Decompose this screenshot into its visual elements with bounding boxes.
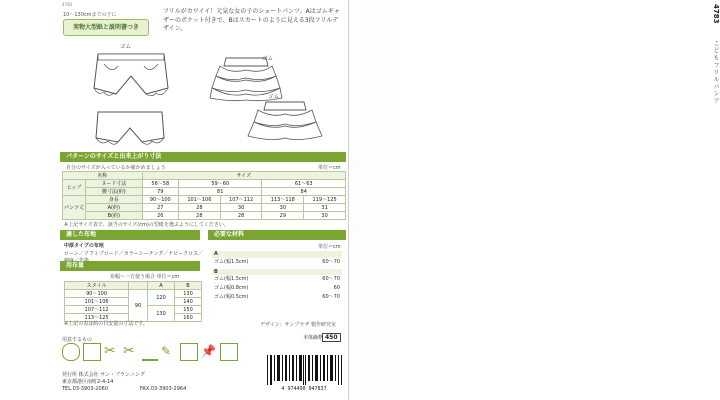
pincushion-icon <box>62 343 80 361</box>
size-cell: 28 <box>179 204 221 212</box>
size-cell: 79 <box>142 188 178 196</box>
company-name: 発行所 株式会社 サン・ブランニング <box>62 372 145 378</box>
size-cell: ヌード寸法 <box>86 180 143 188</box>
yardage-head: A <box>148 282 175 290</box>
size-cell: 59～60 <box>179 180 262 188</box>
yardage-cell: 130 <box>175 290 202 298</box>
tools-label: 用意するもの <box>62 337 93 343</box>
shorts-a-back-illustration <box>90 108 170 150</box>
size-cell: 101～106 <box>179 196 221 204</box>
instructions-ribbon: 実物大型紙と説明書つき <box>63 19 149 36</box>
sku-code: 4783 <box>62 2 73 7</box>
size-cell: 30 <box>220 204 262 212</box>
size-table <box>62 171 346 220</box>
size-cell: 113～118 <box>262 196 304 204</box>
size-cell: 56～58 <box>142 180 178 188</box>
gom-label-b: ゴム <box>262 56 274 62</box>
yardage-width: 90 <box>129 290 148 322</box>
price-label: 本体価格 <box>303 335 324 341</box>
side-spine <box>349 0 720 400</box>
yardage-cell: 101～106 <box>65 298 129 306</box>
size-cell: 30 <box>304 212 346 220</box>
intro-text: フリルがカワイイ！元気な女の子のショートパンツ。Aはゴムギャザーのポケット付きで、Bはスカートのように見える3段フリルデザイン。 <box>163 8 340 33</box>
fabric-label: 中厚タイプの布地 <box>64 243 104 249</box>
size-cell: 31 <box>304 204 346 212</box>
size-cell: 28 <box>220 212 262 220</box>
tools-row <box>62 343 258 367</box>
size-cell: 28 <box>179 212 221 220</box>
spine-subtitle: フリルパンツ <box>712 62 719 104</box>
section-fabric-header: 適した布地 <box>60 230 200 240</box>
size-cell: 81 <box>179 188 262 196</box>
size-cell: 61～63 <box>262 180 346 188</box>
section-notions-header: 必要な材料 <box>208 230 346 240</box>
size-cell: 107～112 <box>220 196 262 204</box>
size-cell: パンツ丈 <box>63 196 86 220</box>
yardage-head: B <box>175 282 202 290</box>
size-note: 自分のサイズが入っているか確かめましょう <box>66 165 166 171</box>
notions-a-label: A <box>212 251 342 258</box>
size-cell: 身長 <box>86 196 143 204</box>
shorts-a-front-illustration <box>88 48 174 100</box>
frill-b-back-illustration <box>242 98 328 144</box>
size-cell: 30 <box>262 204 304 212</box>
gom-label-b2: ゴム <box>268 94 280 100</box>
yardage-unit: 布幅～一方使う場合 単位＝cm <box>110 274 180 280</box>
yardage-cell: 160 <box>175 314 202 322</box>
scissors-icon: ✂ <box>123 343 135 359</box>
spine-number: 4783 <box>712 4 720 24</box>
notions-b-label: B <box>212 269 342 276</box>
banner-text: 10～130cmまでの子に <box>63 12 117 18</box>
notion-row: ゴム(幅1.5cm) 60～70 <box>214 276 340 283</box>
price: 450 <box>322 333 341 342</box>
notion-row: ゴム(幅0.5cm) 60～70 <box>214 293 340 300</box>
size-cell: 腰寸法(約) <box>86 188 143 196</box>
yardage-cell: 150 <box>175 306 202 314</box>
size-cell: 90～100 <box>142 196 178 204</box>
scissors-icon: ✂ <box>104 343 116 359</box>
notion-row: ゴム(幅1.5cm) 60～70 <box>214 258 340 265</box>
size-cell: 26 <box>142 212 178 220</box>
size-head-size: サイズ <box>142 172 345 180</box>
notions-unit: 単位＝cm <box>318 244 341 250</box>
thread-icon <box>83 343 101 361</box>
tape-icon <box>180 343 198 361</box>
section-yardage-header: 用布量 <box>60 261 200 271</box>
iron-icon <box>220 343 238 361</box>
size-footer: ※上記サイズ表で、該当のサイズ(cm)の型紙を選ぶようにしてください。 <box>64 222 229 228</box>
size-cell: A(約) <box>86 204 143 212</box>
fabric-list: ローン／ソフトブロード／カラーシーチング／ナビークロス／ <box>64 251 204 257</box>
notion-row: ゴム(幅0.8cm) 60 <box>214 285 340 291</box>
size-cell: 29 <box>262 212 304 220</box>
size-cell: 84 <box>262 188 346 196</box>
gom-label-a: ゴム <box>120 44 132 50</box>
notions-list <box>212 251 342 302</box>
yardage-table <box>64 281 202 322</box>
tel: TEL.03-3903-2060 <box>62 386 109 392</box>
yardage-head: スタイル <box>65 282 129 290</box>
address: 東京都港区南町2-4-14 <box>62 379 114 385</box>
size-head-name: 名称 <box>63 172 143 180</box>
size-cell: 119～125 <box>304 196 346 204</box>
yardage-cell: 90～100 <box>65 290 129 298</box>
yardage-note: ※上記の表は約の目安量の寸法です。 <box>64 321 148 327</box>
barcode-number: 4 974490 047837 <box>281 386 327 392</box>
fax: FAX.03-3903-2964 <box>140 386 187 392</box>
section-size-header: パターンのサイズと出来上がり寸法 <box>60 152 346 162</box>
chalk-icon: ✎ <box>161 344 172 358</box>
yardage-head <box>129 282 148 290</box>
barcode-icon <box>265 355 343 385</box>
yardage-cell: 130 <box>148 306 175 322</box>
size-unit: 単位＝cm <box>318 165 341 171</box>
size-cell: B(約) <box>86 212 143 220</box>
yardage-cell: 140 <box>175 298 202 306</box>
ruler-icon <box>142 343 158 361</box>
main-panel <box>0 0 349 400</box>
size-cell: ヒップ <box>63 180 86 196</box>
size-cell: 27 <box>142 204 178 212</box>
yardage-cell: 120 <box>148 290 175 306</box>
yardage-cell: 107～112 <box>65 306 129 314</box>
pin-icon: 📌 <box>201 344 216 358</box>
yardage-cell: 113～125 <box>65 314 129 322</box>
spine-title: こども <box>712 40 719 61</box>
credits: デザイン：サンプラザ 製作研究室 <box>260 322 336 328</box>
